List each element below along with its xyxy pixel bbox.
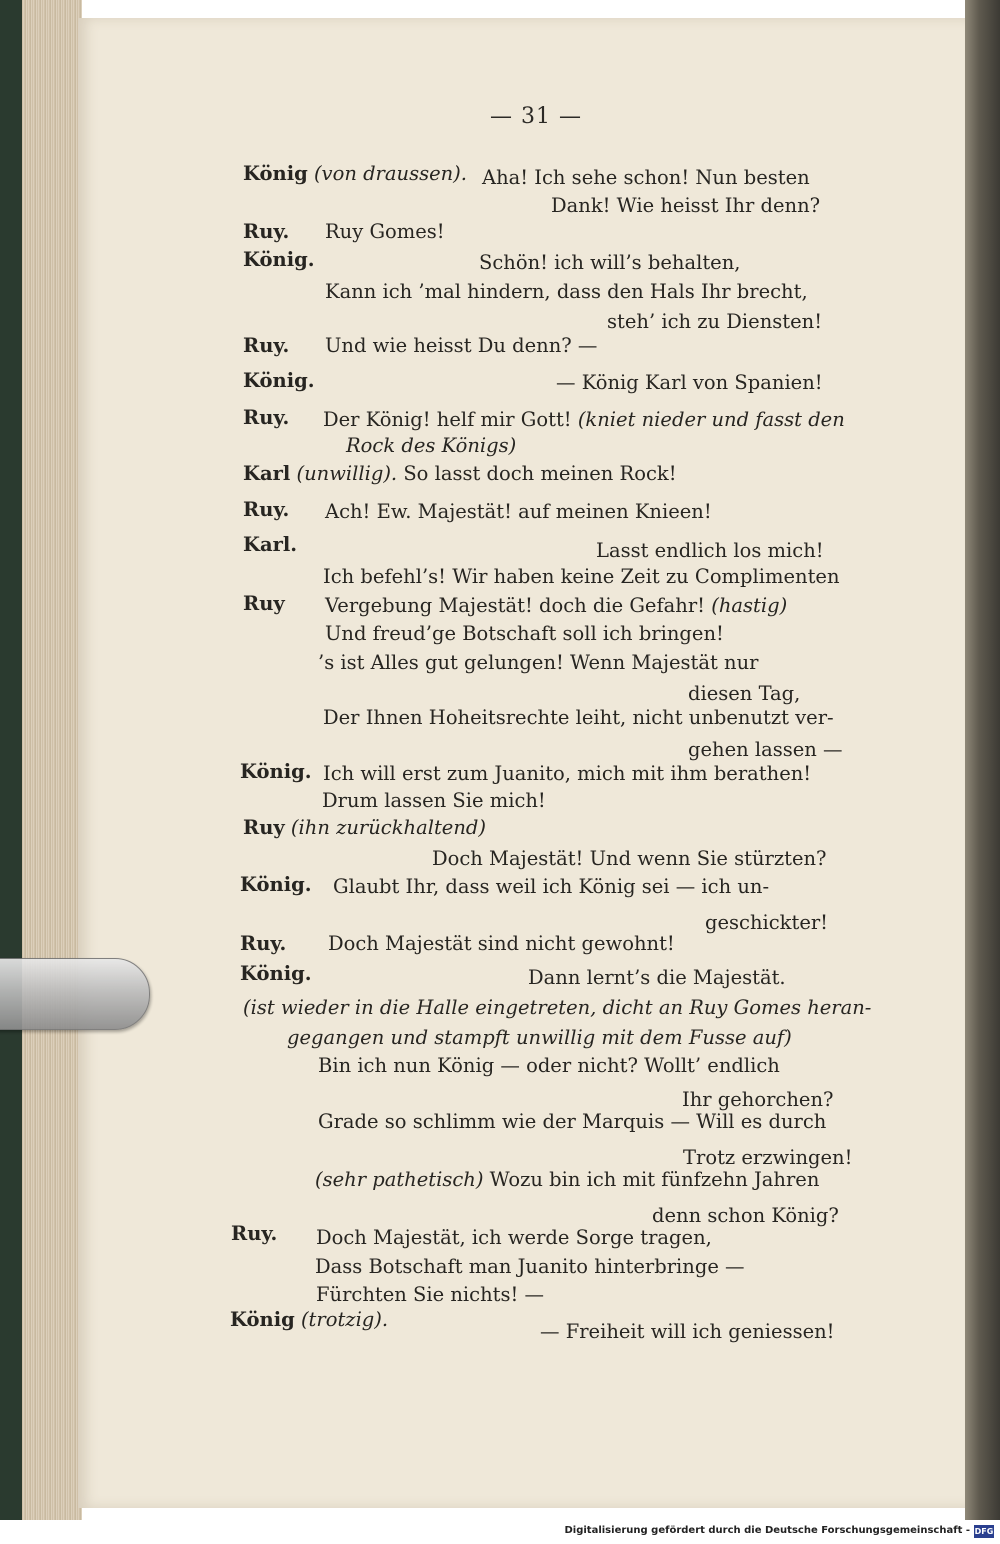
dialogue-line: Trotz erzwingen!	[683, 1146, 853, 1169]
dialogue-line: Fürchten Sie nichts! —	[316, 1283, 545, 1306]
dialogue-line: Dass Botschaft man Juanito hinterbringe —	[315, 1255, 745, 1278]
text-line	[243, 162, 467, 186]
stage-direction: (kniet nieder und fasst den	[577, 408, 845, 431]
scan-background	[0, 0, 22, 1520]
text-line	[243, 462, 677, 486]
dfg-logo: DFG	[974, 1527, 994, 1536]
dialogue-line: ’s ist Alles gut gelungen! Wenn Majestät nur	[318, 651, 759, 674]
text-line	[323, 408, 845, 432]
footer-credit: Digitalisierung gefördert durch die Deutsche Forschungsgemeinschaft -	[564, 1525, 970, 1536]
metal-clip	[0, 958, 150, 1030]
dialogue-line: gehen lassen —	[688, 738, 843, 761]
dialogue-text: Vergebung Majestät! doch die Gefahr!	[325, 594, 706, 617]
speaker-name: König.	[243, 248, 315, 271]
speaker-name: Ruy.	[231, 1222, 278, 1245]
page-number: — 31 —	[490, 104, 582, 129]
dialogue-line: Ich will erst zum Juanito, mich mit ihm berathen!	[323, 762, 812, 785]
dialogue-line: steh’ ich zu Diensten!	[607, 310, 823, 333]
dialogue-line: Und wie heisst Du denn? —	[325, 334, 598, 357]
dialogue-line: Ruy Gomes!	[325, 220, 445, 243]
dialogue-line: Lasst endlich los mich!	[596, 539, 824, 562]
dialogue-line: Drum lassen Sie mich!	[322, 789, 546, 812]
dialogue-line: Doch Majestät sind nicht gewohnt!	[328, 932, 675, 955]
dialogue-text: So lasst doch meinen Rock!	[403, 462, 677, 485]
stage-direction: (ist wieder in die Halle eingetreten, dicht an Ruy Gomes heran-	[243, 996, 872, 1019]
dialogue-line: — König Karl von Spanien!	[556, 371, 823, 394]
page-edges	[22, 0, 82, 1520]
dialogue-line: geschickter!	[705, 911, 829, 934]
speaker-name: Ruy.	[240, 932, 287, 955]
stage-direction: Rock des Königs)	[346, 434, 517, 457]
dialogue-line: Ach! Ew. Majestät! auf meinen Knieen!	[325, 500, 712, 523]
text-line	[230, 1308, 388, 1332]
speaker-name: Ruy.	[243, 334, 290, 357]
speaker-name: Ruy	[243, 816, 285, 839]
stage-direction: (unwillig).	[296, 462, 398, 485]
speaker-name: Ruy	[243, 592, 285, 615]
speaker-name: Karl.	[243, 533, 298, 556]
dialogue-line: — Freiheit will ich geniessen!	[540, 1320, 835, 1343]
dialogue-line: Doch Majestät! Und wenn Sie stürzten?	[432, 847, 827, 870]
speaker-name: Ruy.	[243, 220, 290, 243]
speaker-name: König	[230, 1308, 295, 1331]
dialogue-line: Aha! Ich sehe schon! Nun besten	[482, 166, 810, 189]
stage-direction: (hastig)	[711, 594, 788, 617]
speaker-name: König.	[240, 962, 312, 985]
dialogue-line: Bin ich nun König — oder nicht? Wollt’ endlich	[318, 1054, 780, 1077]
text-line	[243, 816, 486, 840]
dialogue-line: Dann lernt’s die Majestät.	[528, 966, 786, 989]
stage-direction: (trotzig).	[300, 1308, 389, 1331]
speaker-name: Ruy.	[243, 406, 290, 429]
speaker-name: Karl	[243, 462, 291, 485]
stage-direction: (ihn zurückhaltend)	[290, 816, 486, 839]
dialogue-line: denn schon König?	[652, 1204, 839, 1227]
dialogue-line: Schön! ich will’s behalten,	[479, 251, 741, 274]
stage-direction: gegangen und stampft unwillig mit dem Fusse auf)	[287, 1026, 792, 1049]
dialogue-line: Und freud’ge Botschaft soll ich bringen!	[325, 622, 724, 645]
book-gutter	[965, 0, 1000, 1520]
dialogue-line: Doch Majestät, ich werde Sorge tragen,	[316, 1226, 712, 1249]
dialogue-line: Grade so schlimm wie der Marquis — Will es durch	[318, 1110, 827, 1133]
speaker-name: König.	[240, 760, 312, 783]
dialogue-line: Der Ihnen Hoheitsrechte leiht, nicht unbenutzt ver-	[323, 706, 834, 729]
speaker-name: König	[243, 162, 308, 185]
dialogue-line: Ich befehl’s! Wir haben keine Zeit zu Complimenten	[323, 565, 840, 588]
stage-direction: (sehr pathetisch)	[315, 1168, 484, 1191]
dialogue-line: Ihr gehorchen?	[682, 1088, 834, 1111]
dialogue-line: Dank! Wie heisst Ihr denn?	[551, 194, 821, 217]
text-line	[315, 1168, 819, 1192]
speaker-name: Ruy.	[243, 498, 290, 521]
stage-direction: (von draussen).	[313, 162, 467, 185]
dialogue-line: diesen Tag,	[688, 682, 801, 705]
dialogue-text: Wozu bin ich mit fünfzehn Jahren	[489, 1168, 820, 1191]
speaker-name: König.	[240, 873, 312, 896]
dialogue-line: Kann ich ’mal hindern, dass den Hals Ihr brecht,	[325, 280, 808, 303]
dialogue-text: Der König! helf mir Gott!	[323, 408, 572, 431]
text-line	[325, 594, 787, 618]
speaker-name: König.	[243, 369, 315, 392]
dialogue-line: Glaubt Ihr, dass weil ich König sei — ich un-	[333, 875, 770, 898]
